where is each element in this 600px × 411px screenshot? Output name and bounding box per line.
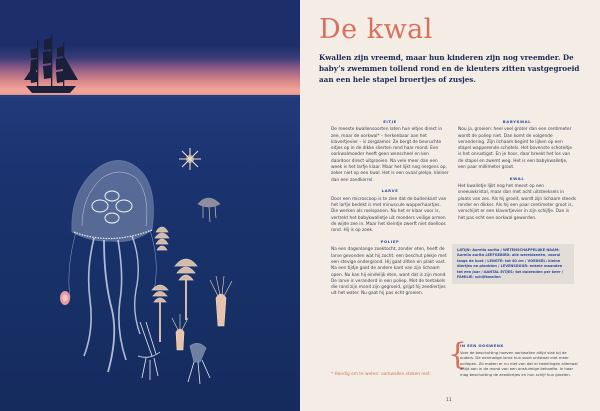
text-page	[300, 0, 600, 411]
fact-box	[452, 244, 574, 284]
section-text-eitje: De meeste kwallensoorten laten hun eitjes direct in zee, maar de oorkwal* – herkenbaar aan het klavertjevier – is zorgzamer. Ze bergt de bevruchte eitjes op in de dikke slierten rond haar mond. Een oorkwalmoeder heeft geen wenscheel en ken daardoor direct uitgroeien. Na vele meer dan een week is het larfje klaar. Maar het lijkt nog nergens op, zeker niet op een kwal. Het is een ovaal plekje, kleiner dan een zandkorrel.	[331, 127, 449, 183]
sailing-ship	[24, 34, 78, 93]
side-note-label: IN EEN OOGWENK	[460, 343, 504, 348]
moon-jellyfish	[69, 160, 156, 372]
young-jellyfish	[198, 198, 220, 222]
section-text-poliep: Na een dagenlange zoektocht, zonder eten, heeft de larve gevonden wat hij zocht: een beschut plekje met een stevige ondergrond. Hij gaat zitten en plakt vast. Na een tijdje gaat de andere kant van zijn lichaam open. Nu kan hij eindelijk eten, want dat is zijn mond. De larve is veranderd in een poliep. Met de tentakels die rond zijn mond zijn gegroeid, grijpt hij zeediertjes uit het water. Nu gaat hij pas echt groeien.	[331, 247, 447, 297]
side-note-text: Voor de beschutting hoeven oorkwallen altijd vlak bij de ouders. De eenmalige larve hun soort ontstaat met meer poliepen. Zo maken er nu niet van dat er tweelingen allemaal altijd aan in de mond van een onstuimige behoefte. In haar mag beschutting de zeediertjes en hun schijf hun groeien.	[460, 349, 578, 377]
fact-box-text: LATIJN: Aurelia aurita / WETENSCHAPPELIJKE NAAM: Aurelia aurita LEEFGEBIED: alle wereldzeeën, vooral langs de kust / LENGTE: tot 40 cm / VOEDSEL: kleine diertjes en plankton / LEVENSDUUR: enkele maanden tot een jaar / AANTAL EITJES: tot duizenden per keer / FAMILIE: schijfkwallen	[457, 248, 564, 280]
section-label-babykwal: BABYKWAL	[502, 119, 532, 124]
curly-brace-decoration: {	[448, 337, 468, 372]
page-number: 11	[446, 398, 452, 403]
section-text-kwal: Het kwalletje lijkt nog het meest op een sneeuwkristal, maar dan met acht uitsteeksels in plaats van zes. Als hij groeit, wordt zijn lichaam steeds ronder en dikker. Als hij een paar centimeter groot is, verschijnt er een klavertjevier in zijn schijfje. Dan is het pas echt een oorkwal geworden.	[458, 184, 576, 221]
section-text-babykwal: Nou ja, groeien: heel veel groter dan een centimeter wordt de poliep niet. Dan komt de volgende verandering. Zijn lichaam begint te lijken op een stapel wapperende schotels. Het bovenste schoteltje is het onrustigst. En je hoor, daar breekt het los van de stapel en zwemt weg. Het is een babykwalletje, een paar millimeter groot.	[458, 127, 573, 171]
ephyra-jellyfish	[179, 148, 201, 170]
intro-paragraph: Kwallen zijn vreemd, maar hun kinderen zijn nog vreemder. De baby’s zwemmen tollend rond en de kleuters zitten vastgegroeid aan een hele stapel broertjes of zusjes.	[319, 53, 580, 84]
section-label-kwal: KWAL	[509, 175, 525, 181]
anemone-polyp	[172, 276, 232, 350]
section-label-eitje: EITJE	[383, 119, 397, 124]
larva-creature	[138, 322, 210, 384]
page-title: De kwal	[319, 14, 433, 45]
polyp-stack	[152, 227, 197, 342]
side-note	[460, 343, 578, 378]
footnote-caption: * Handig om te weten: oorkwallen steken niet.	[331, 372, 432, 377]
right-text-column	[458, 119, 576, 226]
left-text-column	[331, 119, 449, 302]
section-text-larve: Door een microscoop is te zien dat de buitenkant van het larfje bedekt is met minuscule wapperhaartjes. Die werken als roeispanen. Nu het er klaar voor is, vertrekt het babykwalletje uit moeders veilige armen de wijde zee in. Maar het kleintje zwerft niet doelloos rond. Hij is op zoek.	[331, 196, 447, 234]
section-label-poliep: POLIEP	[380, 239, 400, 245]
section-label-larve: LARVE	[381, 188, 399, 194]
